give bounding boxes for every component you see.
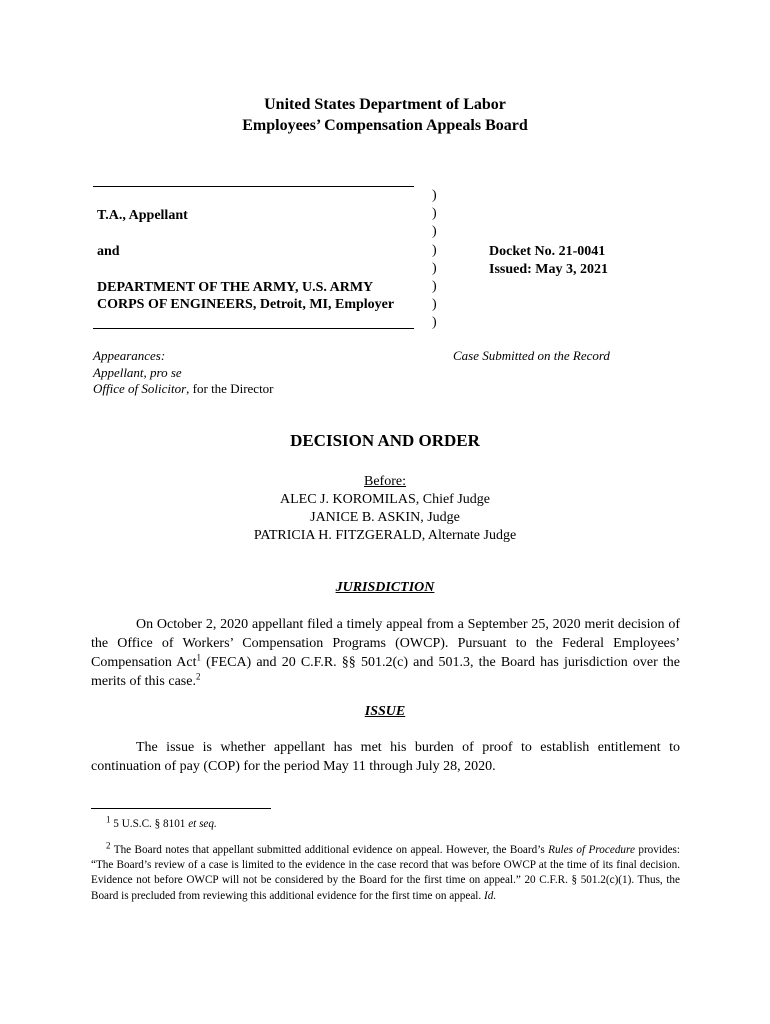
caption-and: and [97,244,120,259]
docket-info [489,243,608,279]
issue-heading: ISSUE [364,704,406,719]
footnote-2: $^2$ The Board notes that appellant submitted additional evidence on appeal. However, the Board’s Rules of Procedure provides: “The Board’s review of a case is limited to the evidence in the case record that was before OWCP at the time of its final decision. Evidence not before OWCP will not be considered by the Board for the first time on appeal.” 20 C.F.R. § 501.2(c)(1). Thus, the Board is precluded from reviewing this additional evidence for the first time on appeal. Id. [91,840,680,902]
issue-paragraph: The issue is whether appellant has met his burden of proof to establish entitlement to continuation of pay (COP) for the period May 11 through July 28, 2020. [91,740,680,774]
judge-2: JANICE B. ASKIN, Judge [310,510,460,525]
case-submitted-note: Case Submitted on the Record [453,348,610,363]
caption-top-rule [93,186,414,187]
decision-title: DECISION AND ORDER [290,431,480,450]
solicitor-name: Office of Solicitor [93,381,187,396]
footnote-separator [91,808,271,809]
caption-bottom-rule [93,328,414,329]
appearances-block [93,348,274,398]
board-title: Employees’ Compensation Appeals Board [242,117,528,134]
judge-1: ALEC J. KOROMILAS, Chief Judge [280,492,490,507]
docket-number: Docket No. 21-0041 [489,244,606,259]
employer-line-2: CORPS OF ENGINEERS, Detroit, MI, Employer [97,297,395,312]
appellant-name: T.A., Appellant [97,208,188,223]
appellant-pro-se: Appellant, pro se [93,364,182,380]
jurisdiction-paragraph: On October 2, 2020 appellant filed a timely appeal from a September 25, 2020 merit decision of the Office of Workers’ Compensation Programs (OWCP). Pursuant to the Federal Employees’ Compensation Act$^1$ (FECA) and 20 C.F.R. §§ 501.2(c) and 501.3, the Board has jurisdiction over the merits of this case.$^2$ [91,617,680,689]
solicitor-role: , for the Director [186,381,274,396]
panel-block [0,473,770,545]
employer-line-1: DEPARTMENT OF THE ARMY, U.S. ARMY [97,280,374,295]
footnote-ref-1[interactable]: 1 [196,652,201,663]
issued-date: Issued: May 3, 2021 [489,262,609,277]
judge-3: PATRICIA H. FITZGERALD, Alternate Judge [253,528,517,543]
jurisdiction-heading: JURISDICTION [335,580,435,595]
footnote-1: $^1$ 5 U.S.C. § 8101 et seq. [106,814,217,830]
before-label: Before: [364,474,406,489]
footnote-ref-2[interactable]: 2 [195,671,201,682]
appearances-label: Appearances: [93,348,166,363]
agency-title: United States Department of Labor [264,96,506,113]
caption-parentheses: ) ) ) ) ) ) ) ) [432,188,437,331]
